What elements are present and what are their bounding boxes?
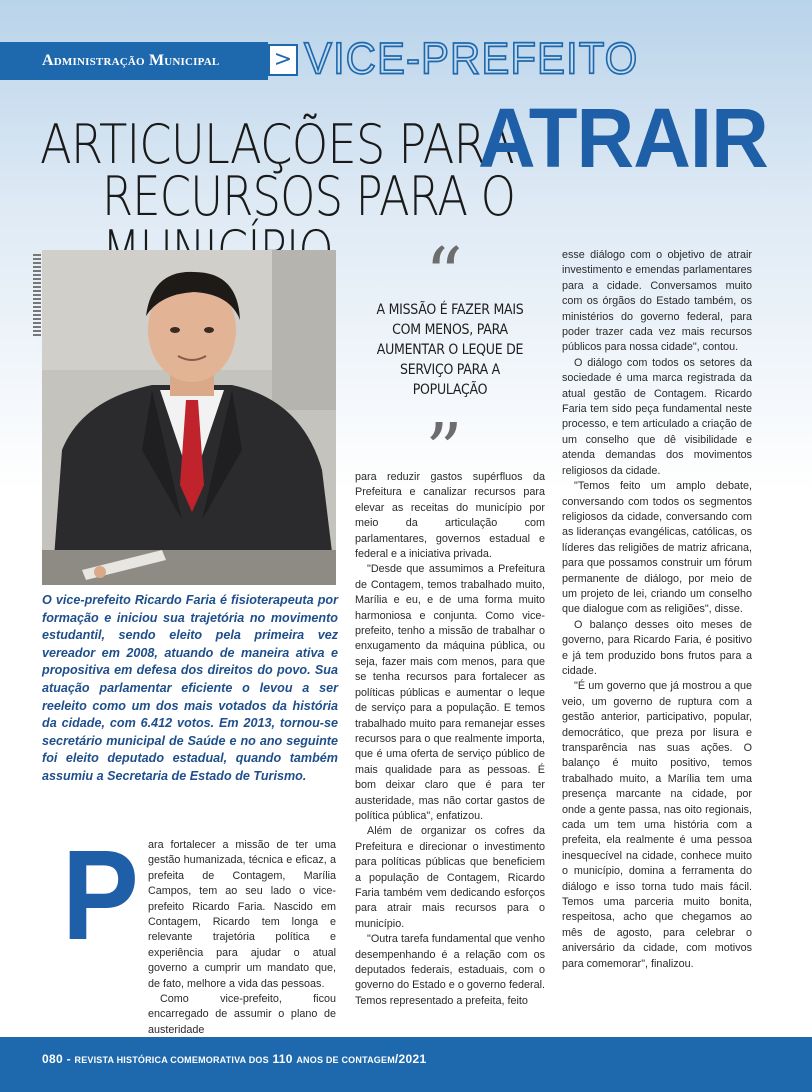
article-paragraph: Além de organizar os cofres da Prefeitura e direcionar o investimento para políticas públicas que beneficiem a população de Contagem, Ricardo Faria também vem dedicando esforços para atrair mais recursos para o município. xyxy=(355,825,545,930)
section-title: Administração Municipal xyxy=(42,52,220,69)
pull-quote: A MISSÃO É FAZER MAIS COM MENOS, PARA AUMENTAR O LEQUE DE SERVIÇO PARA A POPULAÇÃO xyxy=(376,301,524,398)
page-footer xyxy=(42,1052,426,1066)
photo-credit-mark xyxy=(33,254,41,336)
article-paragraph: "Desde que assumimos a Prefeitura de Contagem, temos trabalhado muito, Marília e eu, e de uma forma muito harmoniosa e conjunta. Como vice-prefeito, tenho a missão de trabalhar o enxugamento da máquina pública, ou seja, fazer mais com menos, para que se tenha recursos para fortalecer as políticas públicas e aumentar o leque de serviço para a população. E temos trabalhado muito para remanejar esses recursos para o que realmente importa, que é uma oferta de serviço público de mais qualidade para as pessoas. É bom deixar claro que é para ter austeridade, mas não cortar gastos de política pública", enfatizou. xyxy=(355,563,545,822)
headline-line-1: ARTICULAÇÕES PARA xyxy=(40,113,514,176)
article-paragraph: O balanço desses oito meses de governo, para Ricardo Faria, é positivo e já tem produzido bons frutos para a cidade. xyxy=(562,618,752,677)
drop-cap: P xyxy=(62,824,139,967)
article-paragraph: esse diálogo com o objetivo de atrair investimento e emendas parlamentares para a cidade. Conversamos muito com os órgãos do Estado também, os ministérios do governo federal, para poder trazer cada vez mais recursos públicos para nossa cidade", contou. xyxy=(562,249,752,354)
chevron-glyph: > xyxy=(273,47,293,72)
article-column-3 xyxy=(562,248,752,972)
publication-name-end: ANOS DE CONTAGEM xyxy=(296,1055,395,1065)
anniversary-years: 110 xyxy=(272,1052,293,1066)
close-quote-icon: ” xyxy=(425,408,463,494)
article-paragraph: Como vice-prefeito, ficou encarregado de assumir o plano de austeridade xyxy=(148,993,336,1036)
portrait-photo xyxy=(42,250,336,585)
article-column-1 xyxy=(148,838,336,1038)
article-paragraph: "É um governo que já mostrou a que veio, um governo de ruptura com a gestão anterior, participativo, popular, democrático, que preza por lisura e transparência nas suas ações. O balanço é muito positivo, temos trabalhado muito, a Marília tem uma presença marcante na cidade, por onde a gente passa, nas oito regionais, cada um tem uma história com a prefeita, ela realmente é uma pessoa inesquecível na cidade, conhece muito o município, domina a ferramenta do diálogo e isso torna tudo mais fácil. Temos uma parceria muito bonita, respeitosa, acho que chegamos ao mês de agosto, para celebrar o aniversário da cidade, com motivos para comemorar", finalizou. xyxy=(562,680,752,970)
headline-accent-word: ATRAIR xyxy=(478,91,768,185)
publication-year: /2021 xyxy=(394,1052,427,1066)
article-paragraph: ara fortalecer a missão de ter uma gestão humanizada, técnica e eficaz, a prefeita de Contagem, Marília Campos, tem ao seu lado o vice-prefeito Ricardo Faria. Nascido em Contagem, Ricardo tem longa e relevante trajetória política e experiência para ajudar o atual governo a cumprir um mandato que, de fato, melhore a vida das pessoas. xyxy=(148,839,336,990)
footer-separator: - xyxy=(66,1052,71,1066)
chevron-icon xyxy=(268,44,298,76)
page-number: 080 xyxy=(42,1052,63,1066)
publication-name-start: REVISTA HISTÓRICA COMEMORATIVA DOS xyxy=(74,1055,269,1065)
article-paragraph: O diálogo com todos os setores da sociedade é uma marca registrada da atual gestão de Contagem. Ricardo Faria tem sido peça fundamental neste processo, e tem articulado a criação de um conselho que dê visibilidade e atenda demandas dos movimentos religiosos da cidade. xyxy=(562,356,752,477)
headline-line-2: RECURSOS PARA O xyxy=(102,165,516,228)
portrait-illustration xyxy=(42,250,336,585)
article-paragraph: "Outra tarefa fundamental que venho desempenhando é a relação com os deputados federais, estaduais, com o governo do Estado e o governo federal. Temos representado a prefeita, feito xyxy=(355,933,545,1007)
article-paragraph: para reduzir gastos supérfluos da Prefeitura e canalizar recursos para elevar as receitas do município por meio da articulação com parlamentares, governos estadual e federal e a iniciativa privada. xyxy=(355,471,545,561)
open-quote-icon: “ xyxy=(425,232,463,318)
subsection-title: VICE-PREFEITO xyxy=(304,33,639,84)
article-paragraph: "Temos feito um amplo debate, conversando com todos os segmentos religiosos da cidade, conversando com as lideranças evangélicas, católicas, os líderes das religiões de matriz africana, para que possamos construir um fórum permanente de diálogo, por meio de um projeto de lei, criando um conselho que dialogue com as religiões", disse. xyxy=(562,480,752,616)
article-column-2 xyxy=(355,470,545,1009)
photo-caption: O vice-prefeito Ricardo Faria é fisioterapeuta por formação e iniciou sua trajetória no movimento estudantil, sendo eleito pela primeira vez vereador em 2008, atuando de maneira ativa e propositiva em defesa dos direitos do povo. Sua atuação parlamentar eficiente o levou a ser reeleito como um dos mais votados da história da cidade, com 6.412 votos. Em 2013, tornou-se secretário municipal de Saúde e no ano seguinte foi eleito deputado estadual, quando também assumiu a Secretaria de Estado de Turismo. xyxy=(42,593,338,783)
